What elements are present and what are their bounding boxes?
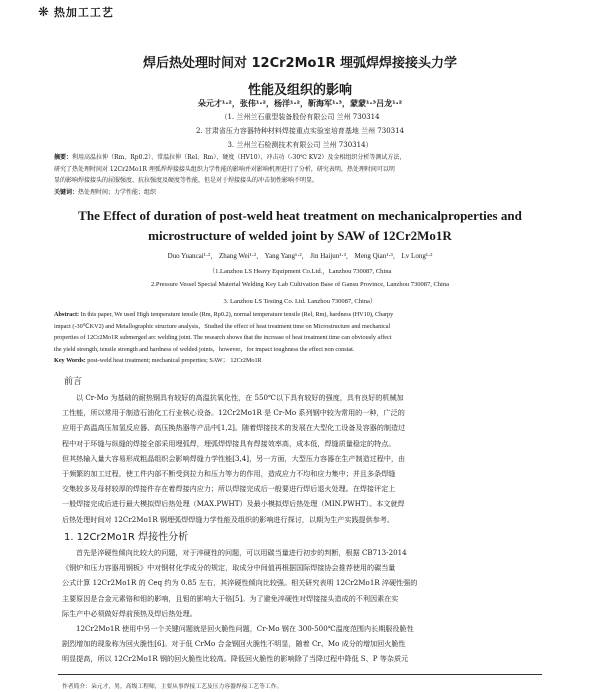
preface-line: 应用于高温高压加氢反应器、高压换热器等产品中[1,2]。随着焊接技术的发展在大型化工设备及容器的制造过 <box>62 423 406 433</box>
abstract-en-label: Abstract: <box>54 311 80 318</box>
title-en-line-2: microstructure of welded joint by SAW of 12Cr2Mo1R <box>148 228 452 243</box>
abstract-cn-line: 利用高温拉伸（Rm、Rp0.2）、常温拉伸（Rel、Rm）、硬度（HV10）、冲击功（-30℃ KV2）及金相组织分析等测试方法， <box>72 154 406 161</box>
title-cn-line-2: 性能及组织的影响 <box>247 83 352 98</box>
affiliation-en-1: （1.Lanzhou LS Heavy Equipment Co.Ltd.，Lanzhou 730087, China <box>208 268 392 275</box>
section-1-line: 12Cr2Mo1R 使用中另一个关键问题就是回火脆性问题，Cr-Mo 钢在 300-500℃温度范围内长期服役脆性 <box>76 624 414 634</box>
title-en-line-1: The Effect of duration of post-weld heat treatment on mechanicalproperties and <box>78 208 522 223</box>
section-1-line: 明显提高，所以 12Cr2Mo1R 钢的回火脆性比较高。降低回火脆性的影响除了当降过程中降低 S、P 等杂质元 <box>62 654 409 664</box>
footnote-divider <box>58 674 542 675</box>
preface-line: 程中对于环缝与纵缝的焊接全部采用埋弧焊，埋弧焊焊接具有焊接效率高，成本低，焊缝质量稳定的特点。 <box>62 438 396 448</box>
affiliation-en-3: 3. Lanzhou LS Testing Co. Ltd. Lanzhou 730087, China） <box>223 298 377 305</box>
section-1-line: 剧烈增加的现象称为回火脆性[6]。对于低 CrMo 合金钢回火脆性不明显，随着 Cr、Mo 成分的增加回火脆性 <box>62 639 406 649</box>
preface-line: 交集较多及母材较厚的焊接件存在着焊接内应力；所以焊接完成后一般要进行焊后退火处理。在焊接评定上 <box>62 484 396 494</box>
preface-heading: 前言 <box>64 377 83 387</box>
section-1-line: 首先是淬硬性倾向比较大的问题，对于淬硬性的问题，可以用碳当量进行初步的判断，根据 CB713-2014 <box>76 548 407 557</box>
keywords-en-label: Key Words: <box>54 357 86 364</box>
authors-cn: 朵元才¹·²，张伟¹·²，杨洋¹·²，靳海军¹·³，蒙蒙¹·³吕龙¹·² <box>197 99 403 108</box>
preface-line: 于频繁的加工过程，使工件内部不断受到拉力和压力等力的作用，造成应力不均和应力集中；并且多条焊缝 <box>62 469 396 479</box>
abstract-cn-label: 摘要： <box>54 154 73 161</box>
abstract-en-line: impact (-30℃KV2) and Metallographic structure analysis，Studied the effect of heat treatment time on Microstructure and mechanical <box>54 322 391 330</box>
abstract-en <box>54 309 554 367</box>
preface-line: 后热处理时间对 12Cr2Mo1R 钢埋弧焊焊缝力学性能及组织的影响进行探讨，以期为生产实践提供参考。 <box>62 514 395 524</box>
keywords-cn: 热处理时间；力学性能；组织 <box>78 188 157 196</box>
affiliation-cn-2: 2. 甘肃省压力容器特种材料焊接重点实验室培育基地 兰州 730314 <box>195 127 405 135</box>
journal-name: 热加工工艺 <box>53 6 114 19</box>
affiliation-en-2: 2.Pressure Vessel Special Material Welding Key Lab Cultivation Base of Gansu Province, Lanzhou 730087, China <box>151 281 449 288</box>
footnote: 作者简介：朵元才，男，高级工程师，主要从事焊接工艺及压力容器焊接工艺等工作。 <box>62 684 283 690</box>
section-1-line: 际生产中必须做好焊前预热及焊后热处理。 <box>62 608 197 618</box>
journal-header <box>38 4 114 20</box>
section-1-line: 主要原因是合金元素铬和钼的影响，且钼的影响大于铬[5]。为了避免淬硬性对焊接接头造成的不利因素在实 <box>62 593 399 603</box>
preface-line: 但其热输入量大容易形成粗晶组织会影响焊缝力学性能[3,4]，另一方面，大型压力容器在生产制造过程中，由 <box>62 453 406 463</box>
section-1-heading: 1. 12Cr2Mo1R 焊接性分析 <box>64 532 189 543</box>
abstract-cn-line: 显的影响焊接接头的屈服强度、抗拉强度及硬度等性能，但是对于焊接接头的冲击韧性影响不明显。 <box>54 177 319 184</box>
keywords-en: post-weld heat treatment; mechanical properties; SAW； 12Cr2Mo1R <box>85 357 262 364</box>
affiliation-cn-3: 3. 兰州兰石检测技术有限公司 兰州 730314） <box>227 141 373 149</box>
preface-line: 以 Cr-Mo 为基础的耐热钢具有较好的高温抗氧化性，在 550℃以下具有较好的强度，具有良好的机械加 <box>76 393 404 402</box>
title-cn-line-1: 焊后热处理时间对 12Cr2Mo1R 埋弧焊焊接接头力学 <box>142 56 458 71</box>
abstract-en-line: In this paper, We used High temperature tensile (Rm, Rp0.2), normal temperature tensile (Rel, Rm), hardness (HV10), Charpy <box>79 311 394 318</box>
journal-logo-icon: ❋ <box>38 4 50 20</box>
section-1-body <box>62 545 548 667</box>
preface-line: 工性能，所以常用于制造石油化工行业核心设备。12Cr2Mo1R 是 Cr-Mo 系列钢中较为常用的一种，广泛的 <box>62 408 405 418</box>
keywords-cn-label: 关键词： <box>54 188 79 196</box>
abstract-en-line: properties of 12Cr2Mo1R submerged arc welding joint. The research shows that the increase of heat treatment time can obviously affect <box>54 334 392 341</box>
section-1-line: 《钢炉和压力容器用钢板》中对钢材化学成分的规定，取成分中间值再根据国际焊接协会推荐使用的碳当量 <box>62 563 396 573</box>
abstract-cn <box>54 152 554 198</box>
authors-en: Duo Yuancai¹·²， Zhang Wei¹·²， Yang Yang¹·²， Jin Haijun¹·³， Meng Qian¹·³， Lv Long¹·² <box>167 252 433 260</box>
section-1-line: 公式计算 12Cr2Mo1R 的 Ceq 约为 0.85 左右，其淬硬性倾向比较强。相关研究表明 12Cr2Mo1R 淬硬性强的 <box>62 578 418 588</box>
abstract-en-line: the yield strength, tensile strength and hardness of welded joints，however，for impact toughness the effect non constat. <box>54 345 355 353</box>
abstract-cn-line: 研究了热处理时间对 12Cr2Mo1R 埋弧焊焊接接头组织力学性能的影响并对影响机理进行了分析，研究表明，热处理时间可以明 <box>54 165 395 173</box>
preface-line: 一般焊接完成后进行最大模拟焊后热处理（MAX.PWHT）及最小模拟焊后热处理（MIN.PWHT）。本文就焊 <box>62 499 405 509</box>
preface-body <box>62 390 548 527</box>
affiliation-cn-1: （1. 兰州兰石重型装备股份有限公司 兰州 730314 <box>220 113 380 121</box>
